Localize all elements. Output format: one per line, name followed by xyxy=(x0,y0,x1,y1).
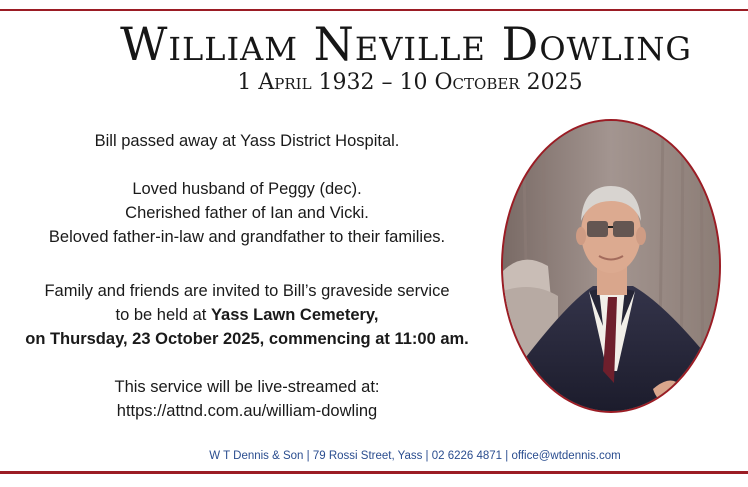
bottom-divider xyxy=(0,471,748,474)
life-dates: 1 April 1932 – 10 October 2025 xyxy=(237,70,583,95)
service-location-line xyxy=(0,303,494,327)
funeral-director-contact: W T Dennis & Son | 79 Rossi Street, Yass | 02 6226 4871 | office@wtdennis.com xyxy=(209,450,621,462)
family-line-1: Loved husband of Peggy (dec). xyxy=(132,180,362,198)
family-line-3: Beloved father-in-law and grandfather to their families. xyxy=(48,228,446,246)
portrait-illustration xyxy=(503,121,719,411)
service-invite-line: Family and friends are invited to Bill’s graveside service xyxy=(44,282,450,300)
service-datetime: on Thursday, 23 October 2025, commencing at 11:00 am. xyxy=(25,330,469,348)
livestream-label: This service will be live-streamed at: xyxy=(114,378,380,396)
family-line-2: Cherished father of Ian and Vicki. xyxy=(125,204,369,222)
top-divider xyxy=(0,9,748,11)
deceased-name: William Neville Dowling xyxy=(120,17,692,71)
passed-away-text: Bill passed away at Yass District Hospital. xyxy=(94,132,400,150)
service-location-prefix: to be held at xyxy=(115,306,211,324)
portrait-photo xyxy=(501,119,721,413)
livestream-url[interactable]: https://attnd.com.au/william-dowling xyxy=(116,402,378,420)
service-location: Yass Lawn Cemetery, xyxy=(210,306,379,324)
